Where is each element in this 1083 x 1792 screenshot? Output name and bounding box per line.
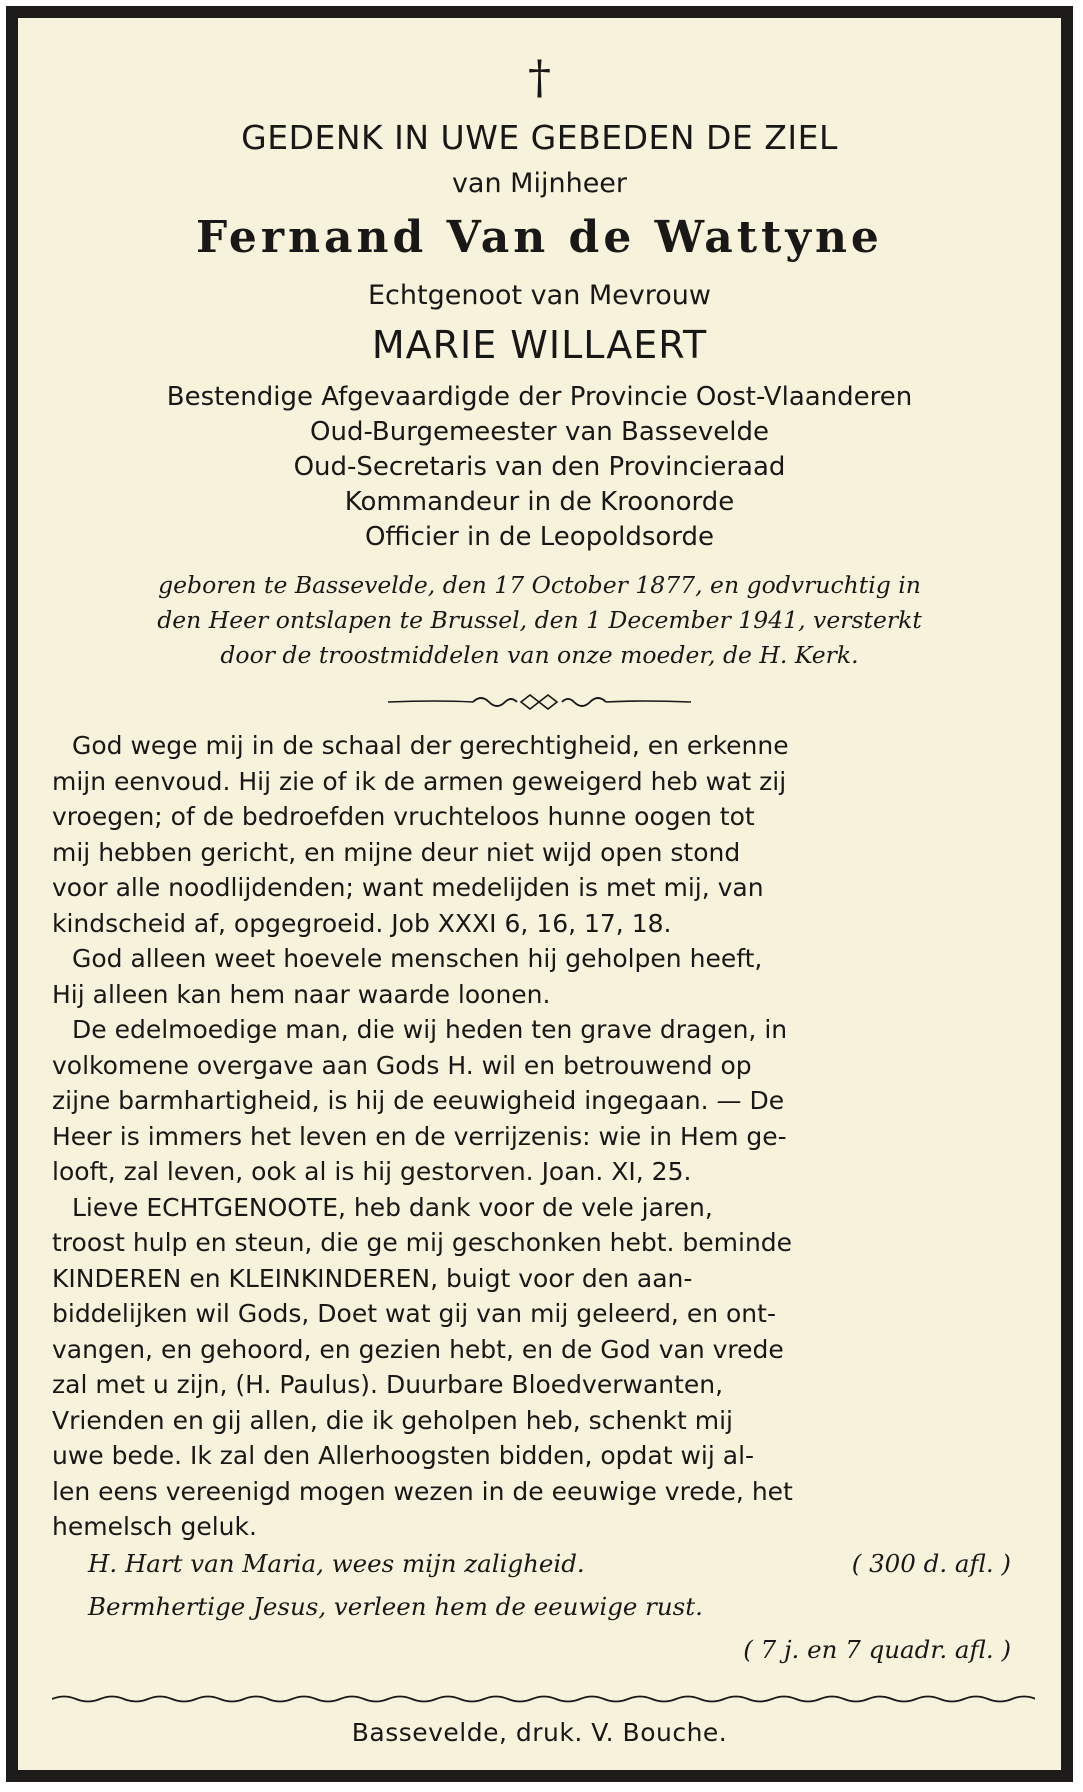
- birth-death-block: [38, 568, 1041, 673]
- body-line: mij hebben gericht, en mijne deur niet wijd open stond: [52, 837, 741, 867]
- body-line: vroegen; of de bedroefden vruchteloos hunne oogen tot: [52, 802, 755, 831]
- prayers-block: [88, 1542, 1011, 1671]
- title-line: Kommandeur in de Kroonorde: [344, 487, 735, 517]
- body-line: zijne barmhartigheid, is hij de eeuwigheid ingegaan. — De: [52, 1086, 785, 1115]
- prayer-text: Bermhertige Jesus, verleen hem de eeuwige rust.: [88, 1592, 703, 1621]
- wavy-rule: [52, 1690, 1035, 1702]
- prayer-indulgence: ( 7 j. en 7 quadr. afl. ): [743, 1635, 1011, 1664]
- prayer-row: [88, 1585, 1011, 1628]
- body-line: God alleen weet hoevele menschen hij geholpen heeft,: [72, 944, 763, 973]
- printer-credit: Bassevelde, druk. V. Bouche.: [351, 1718, 728, 1747]
- body-line: len eens vereenigd mogen wezen in de eeuwige vrede, het: [52, 1476, 793, 1506]
- cross-icon: †: [528, 50, 551, 104]
- body-line: mijn eenvoud. Hij zie of ik de armen geweigerd heb wat zij: [52, 766, 787, 796]
- title-line: Oud-Burgemeester van Bassevelde: [310, 417, 769, 447]
- body-line: Heer is immers het leven en de verrijzenis: wie in Hem ge-: [52, 1121, 787, 1151]
- prayer-indulgence: ( 300 d. afl. ): [851, 1549, 1011, 1578]
- body-line: troost hulp en steun, die ge mij geschonken hebt. beminde: [52, 1228, 793, 1257]
- spouse-intro: Echtgenoot van Mevrouw: [368, 280, 711, 311]
- body-line: kindscheid af, opgegroeid. Job XXXI 6, 16, 17, 18.: [52, 908, 672, 938]
- title-line: Bestendige Afgevaardigde der Provincie Oost-Vlaanderen: [166, 382, 913, 412]
- ornament-divider: [18, 690, 1061, 714]
- body-line: hemelsch geluk.: [52, 1512, 257, 1541]
- body-line: Lieve ECHTGENOOTE, heb dank voor de vele jaren,: [72, 1192, 713, 1222]
- spouse-name: MARIE WILLAERT: [371, 323, 708, 367]
- birth-line: door de troostmiddelen van onze moeder, de H. Kerk.: [220, 641, 859, 669]
- prayer-row: [88, 1542, 1011, 1585]
- title-line: Officier in de Leopoldsorde: [364, 522, 715, 552]
- body-line: volkomene overgave aan Gods H. wil en betrouwend op: [52, 1050, 752, 1080]
- body-line: biddelijken wil Gods, Doet wat gij van mij geleerd, en ont-: [52, 1299, 776, 1328]
- body-line: looft, zal leven, ook al is hij gestorven. Joan. XI, 25.: [52, 1157, 692, 1186]
- titles-block: [18, 380, 1061, 555]
- body-text: [52, 728, 1035, 1545]
- header-subline: van Mijnheer: [451, 168, 628, 199]
- body-line: uwe bede. Ik zal den Allerhoogsten bidden, opdat wij al-: [52, 1441, 755, 1470]
- body-line: zal met u zijn, (H. Paulus). Duurbare Bloedverwanten,: [52, 1370, 724, 1399]
- body-line: Hij alleen kan hem naar waarde loonen.: [52, 979, 551, 1009]
- birth-line: den Heer ontslapen te Brussel, den 1 December 1941, versterkt: [157, 606, 922, 634]
- body-line: vangen, en gehoord, en gezien hebt, en de God van vrede: [52, 1334, 784, 1364]
- card-paper: [18, 18, 1061, 1770]
- header-line: GEDENK IN UWE GEBEDEN DE ZIEL: [241, 118, 838, 157]
- body-line: De edelmoedige man, die wij heden ten grave dragen, in: [72, 1015, 788, 1044]
- birth-line: geboren te Bassevelde, den 17 October 1877, en godvruchtig in: [158, 571, 921, 599]
- deceased-name: Fernand Van de Wattyne: [196, 212, 883, 263]
- body-line: voor alle noodlijdenden; want medelijden is met mij, van: [52, 873, 764, 902]
- body-line: KINDEREN en KLEINKINDEREN, buigt voor den aan-: [52, 1263, 693, 1293]
- title-line: Oud-Secretaris van den Provincieraad: [293, 452, 786, 482]
- prayer-row: [88, 1628, 1011, 1671]
- body-line: Vrienden en gij allen, die ik geholpen heb, schenkt mij: [52, 1405, 733, 1435]
- body-line: God wege mij in de schaal der gerechtigheid, en erkenne: [72, 731, 789, 760]
- memorial-card: [6, 6, 1073, 1782]
- prayer-text: H. Hart van Maria, wees mijn zaligheid.: [88, 1549, 585, 1578]
